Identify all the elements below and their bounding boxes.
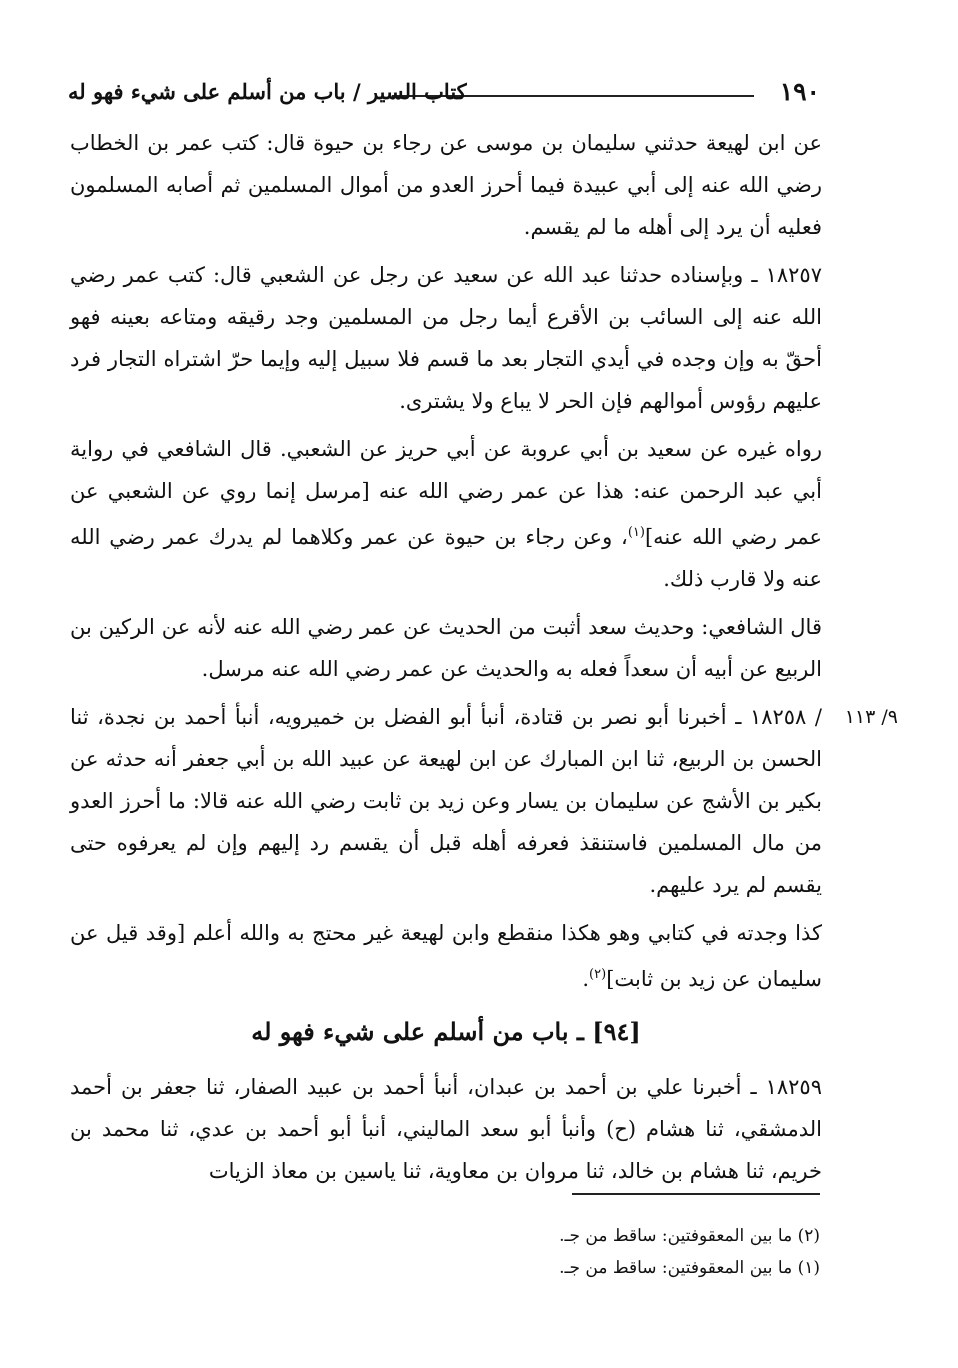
section-heading: [٩٤] ـ باب من أسلم على شيء فهو له bbox=[251, 1017, 641, 1046]
footnotes bbox=[220, 1220, 820, 1284]
paragraph bbox=[70, 1066, 822, 1192]
paragraph-text: / ١٨٢٥٨ ـ أخبرنا أبو نصر بن قتادة، أنبأ أبو الفضل بن خميرويه، أنبأ أحمد بن نجدة، ثنا الحسن بن الربيع، ثنا ابن المبارك عن ابن لهيعة عن عبيد الله بن أبي جعفر أنه حدثه عن بكير بن الأشج عن سليمان بن يسار وعن زيد بن ثابت رضي الله عنه قالا: ما أحرز العدو من مال المسلمين فاستنقذ فعرفه أهله قبل أن يقسم رد إليهم وإن لم يعرفوه حتى يقسم لم يرد عليهم. bbox=[70, 705, 822, 897]
paragraph-text: عن ابن لهيعة حدثني سليمان بن موسى عن رجاء بن حيوة قال: كتب عمر بن الخطاب رضي الله عنه إلى أبي عبيدة فيما أحرز العدو من أموال المسلمين ثم أصابه المسلمون فعليه أن يرد إلى أهله ما لم يقسم. bbox=[70, 131, 822, 239]
paragraph bbox=[70, 254, 822, 422]
paragraph-text-continued: ، وعن رجاء بن حيوة عن عمر وكلاهما لم يدرك عمر رضي الله عنه ولا قارب ذلك. bbox=[70, 525, 822, 591]
paragraph bbox=[70, 122, 822, 248]
page-body bbox=[70, 122, 898, 1198]
paragraph-text: قال الشافعي: وحديث سعد أثبت من الحديث عن عمر رضي الله عنه لأنه عن الركين بن الربيع عن أبيه أن سعداً فعله به والحديث عن عمر رضي الله عنه مرسل. bbox=[70, 615, 822, 681]
footnote-marker: (١) bbox=[627, 525, 645, 540]
footnote-marker: (٢) bbox=[589, 967, 607, 982]
running-header bbox=[68, 72, 820, 112]
paragraph-text: كذا وجدته في كتابي وهو هكذا منقطع وابن لهيعة غير محتج به والله أعلم [وقد قيل عن سليمان عن زيد بن ثابت] bbox=[70, 921, 822, 991]
paragraph-text: ١٨٢٥٩ ـ أخبرنا علي بن أحمد بن عبدان، أنبأ أحمد بن عبيد الصفار، ثنا جعفر بن أحمد الدمشقي، ثنا هشام (ح) وأنبأ أبو سعد الماليني، أنبأ أبو أحمد بن عدي، ثنا محمد بن خريم، ثنا هشام بن خالد، ثنا مروان بن معاوية، ثنا ياسين بن معاذ الزيات bbox=[70, 1075, 823, 1183]
paragraph-text: رواه غيره عن سعيد بن أبي عروبة عن أبي حريز عن الشعبي. قال الشافعي في رواية أبي عبد الرحمن عنه: هذا عن عمر رضي الله عنه [مرسل إنما روي عن الشعبي عن عمر رضي الله عنه] bbox=[70, 437, 822, 549]
paragraph-text-continued: . bbox=[582, 967, 590, 991]
margin-reference: ٩/ ١١٣ bbox=[844, 706, 898, 728]
page-number: ١٩٠ bbox=[779, 77, 820, 106]
footnote: (١) ما بين المعقوفتين: ساقط من جـ. bbox=[559, 1258, 820, 1278]
footnote-rule bbox=[572, 1193, 820, 1195]
paragraph bbox=[70, 606, 822, 690]
paragraph bbox=[70, 428, 822, 600]
footnote: (٢) ما بين المعقوفتين: ساقط من جـ. bbox=[559, 1226, 820, 1246]
paragraph bbox=[70, 696, 898, 906]
paragraph-text: ١٨٢٥٧ ـ وبإسناده حدثنا عبد الله عن سعيد عن رجل عن الشعبي قال: كتب عمر رضي الله عنه إلى السائب بن الأقرع أيما رجل من المسلمين وجد رقيقه ومتاعه بعينه فهو أحقّ به وإن وجده في أيدي التجار بعد ما قسم فلا سبيل إليه وإيما حرّ اشتراه التجار فرد عليهم رؤوس أموالهم فإن الحر لا يباع ولا يشترى. bbox=[70, 263, 822, 413]
header-title: كتاب السير / باب من أسلم على شيء فهو له bbox=[68, 79, 467, 104]
paragraph bbox=[70, 912, 822, 1000]
